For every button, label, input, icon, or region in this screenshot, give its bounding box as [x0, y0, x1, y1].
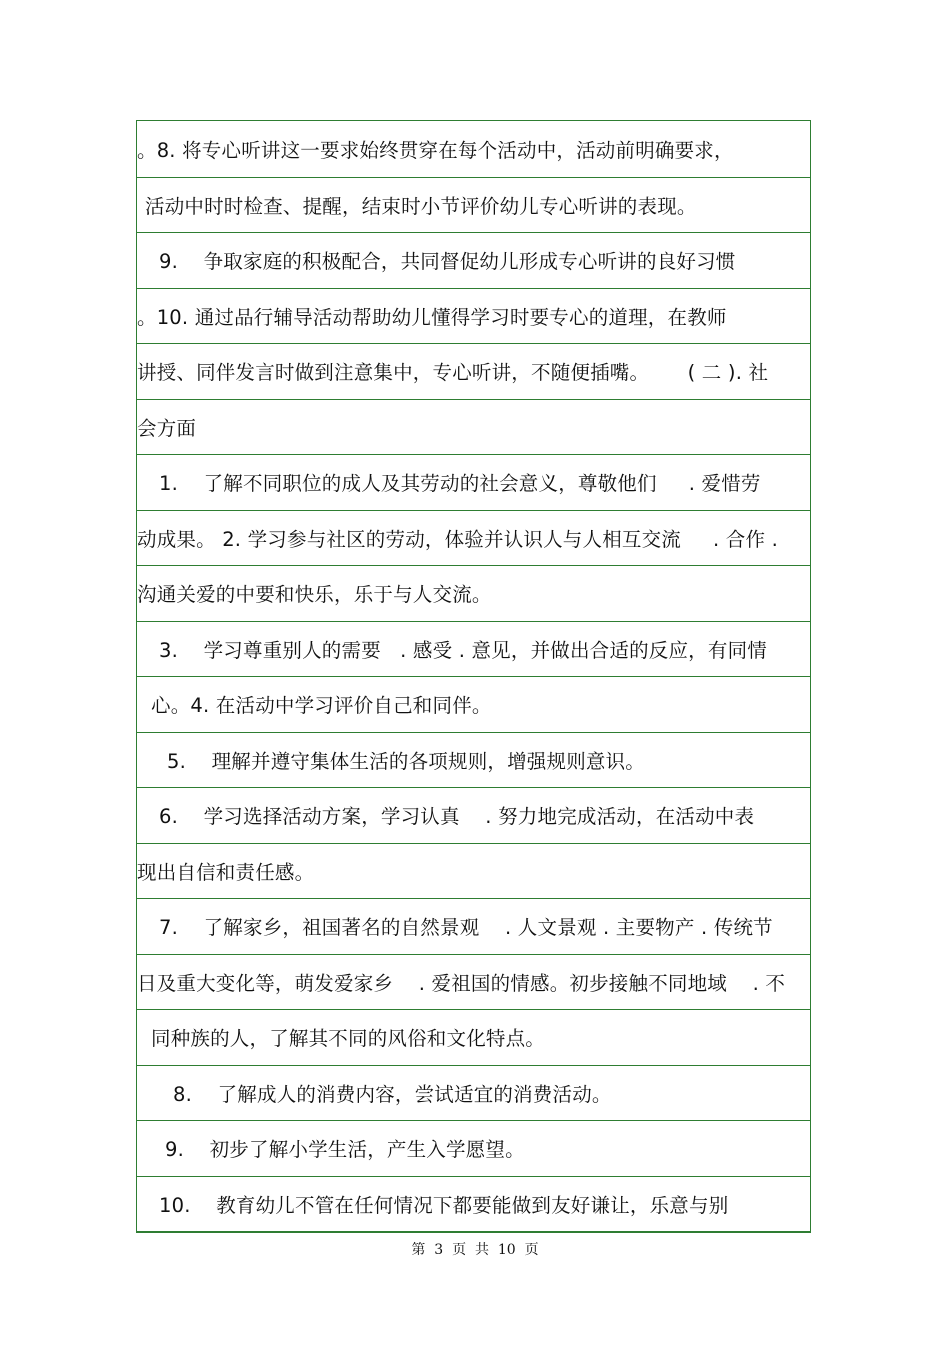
row-text: 讲授、同伴发言时做到注意集中，专心听讲，不随便插嘴。 ( 二 ). 社: [137, 361, 769, 385]
row-text: 同种族的人，了解其不同的风俗和文化特点。: [151, 1027, 546, 1051]
row-text: 8. 了解成人的消费内容，尝试适宜的消费活动。: [173, 1082, 612, 1106]
table-row: [137, 1009, 810, 1065]
table-row: [137, 343, 810, 399]
row-text: 1. 了解不同职位的成人及其劳动的社会意义，尊敬他们 . 爱惜劳: [159, 472, 761, 496]
table-row: [137, 510, 810, 566]
table-row: [137, 732, 810, 788]
table-row: [137, 1120, 810, 1176]
row-text: 9. 初步了解小学生活，产生入学愿望。: [165, 1138, 525, 1162]
row-text: 会方面: [137, 416, 197, 440]
table-row: [137, 1176, 810, 1232]
row-text: 10. 教育幼儿不管在任何情况下都要能做到友好谦让，乐意与别: [159, 1193, 729, 1217]
row-text: 3. 学习尊重别人的需要 . 感受 . 意见，并做出合适的反应，有同情: [159, 638, 767, 662]
row-text: 7. 了解家乡，祖国著名的自然景观 . 人文景观 . 主要物产 . 传统节: [159, 916, 773, 940]
table-row: [137, 121, 810, 177]
row-text: 9. 争取家庭的积极配合，共同督促幼儿形成专心听讲的良好习惯: [159, 250, 736, 274]
page-footer: 第 3 页 共 10 页: [411, 1242, 539, 1258]
table-row: [137, 1065, 810, 1121]
table-row: [137, 843, 810, 899]
row-text: 日及重大变化等，萌发爱家乡 . 爱祖国的情感。初步接触不同地域 . 不: [137, 971, 786, 995]
table-row: [137, 177, 810, 233]
table-row: [137, 454, 810, 510]
table-row: [137, 565, 810, 621]
row-text: 心。4. 在活动中学习评价自己和同伴。: [151, 694, 492, 718]
row-text: 沟通关爱的中要和快乐，乐于与人交流。: [137, 583, 492, 607]
table-row: [137, 232, 810, 288]
row-text: 。8. 将专心听讲这一要求始终贯穿在每个活动中，活动前明确要求，: [137, 138, 734, 162]
table-row: [137, 399, 810, 455]
table-row: [137, 676, 810, 732]
table-row: [137, 954, 810, 1010]
row-text: 。10. 通过品行辅导活动帮助幼儿懂得学习时要专心的道理，在教师: [137, 305, 727, 329]
row-text: 5. 理解并遵守集体生活的各项规则，增强规则意识。: [167, 749, 645, 773]
row-text: 6. 学习选择活动方案，学习认真 . 努力地完成活动，在活动中表: [159, 805, 755, 829]
document-table: [136, 120, 811, 1233]
table-row: [137, 288, 810, 344]
table-row: [137, 621, 810, 677]
table-row: [137, 898, 810, 954]
row-text: 活动中时时检查、提醒，结束时小节评价幼儿专心听讲的表现。: [145, 194, 697, 218]
table-row: [137, 787, 810, 843]
row-text: 动成果。 2. 学习参与社区的劳动，体验并认识人与人相互交流 . 合作 .: [137, 527, 778, 551]
row-text: 现出自信和责任感。: [137, 860, 315, 884]
